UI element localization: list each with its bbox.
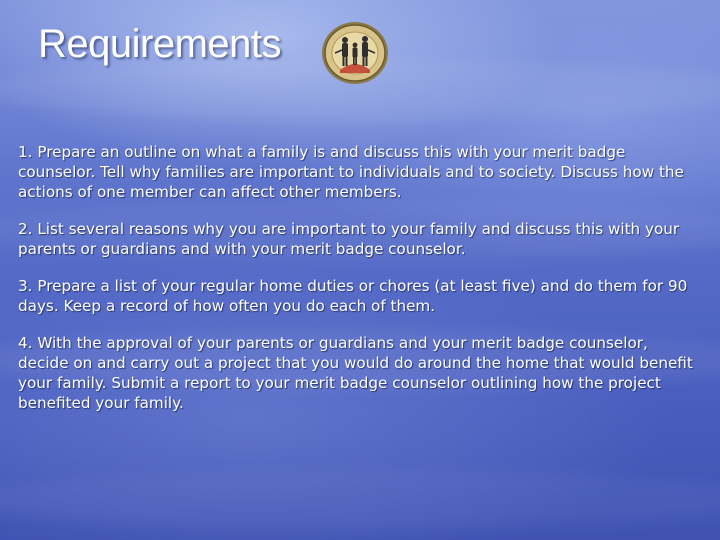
- requirement-item: 2. List several reasons why you are important to your family and discuss this with your parents or guardians and with your merit badge counselor.: [18, 220, 680, 258]
- requirements-list: [18, 142, 698, 430]
- slide-title: Requirements: [38, 22, 282, 66]
- family-life-merit-badge-icon: [320, 20, 390, 86]
- background-wave: [0, 470, 720, 530]
- requirement-item: 3. Prepare a list of your regular home duties or chores (at least five) and do them for 90 days. Keep a record of how often you do each of them.: [18, 277, 688, 315]
- requirement-item: 4. With the approval of your parents or guardians and your merit badge counselor, decide on and carry out a project that you would do around the home that would benefit your family. Submit a report to your merit badge counselor outlining how the project benefited your family.: [18, 334, 693, 412]
- requirement-item: 1. Prepare an outline on what a family is and discuss this with your merit badge counselor. Tell why families are important to individuals and to society. Discuss how the actions of one member can affect other members.: [18, 143, 684, 201]
